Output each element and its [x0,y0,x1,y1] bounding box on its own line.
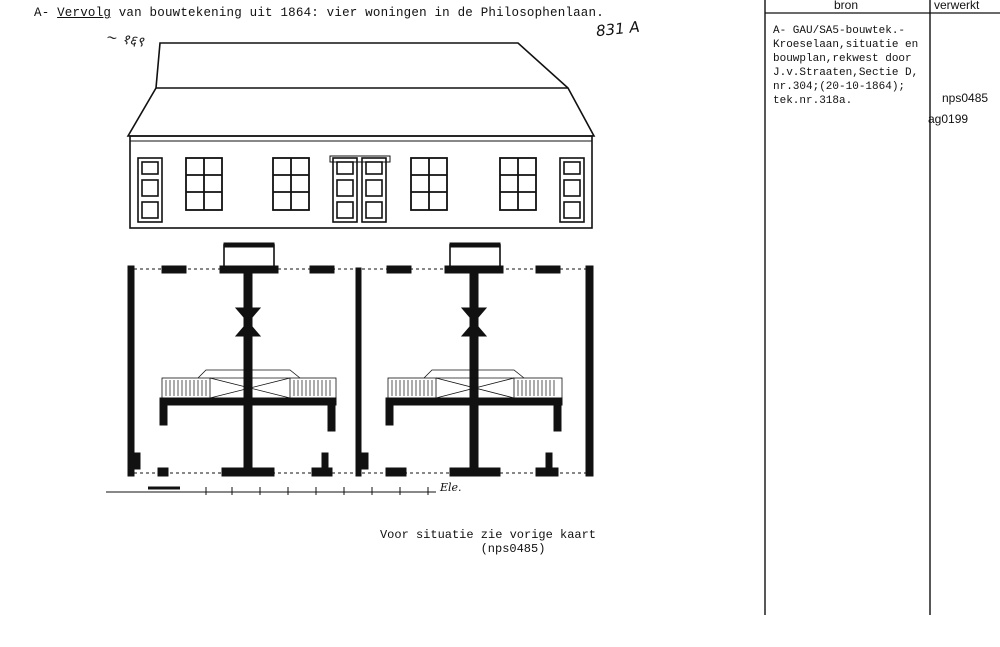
verwerkt-entry-2: ag0199 [928,112,969,126]
handwritten-number: 831 A [595,17,641,41]
note-line-2: (nps0485) [480,542,546,556]
window-3 [411,158,447,210]
column-header-verwerkt: verwerkt [934,0,980,12]
card-heading [34,6,604,20]
door-1 [138,158,162,222]
door-3 [362,158,386,222]
note-line-1: Voor situatie zie vorige kaart [379,528,597,542]
bron-entry: A- GAU/SA5-bouwtek.- Kroeselaan,situatie en bouwplan,rekwest door J.v.Straaten,Sectie D, nr.304;(20-10-1864); tek.nr.318a. [773,25,919,107]
situation-note [378,528,598,556]
facade-windows [186,158,536,210]
column-header-bron: bron [834,0,859,12]
scale-label: Ele. [440,481,462,494]
door-4 [560,158,584,222]
floor-plan [128,243,593,476]
heading-rest: van bouwtekening uit 1864: vier woningen in de Philosophenlaan. [118,6,604,20]
heading-prefix: A- [34,6,50,20]
window-1 [186,158,222,210]
verwerkt-entry-1: nps0485 [942,91,989,105]
heading-underlined-word: Vervolg [57,6,112,20]
window-2 [273,158,309,210]
window-4 [500,158,536,210]
roof-outline [128,43,594,136]
facade-wall [130,136,592,228]
handwritten-scribble: ~ १६९ [105,29,145,51]
door-2 [333,158,357,222]
scale-bar [106,487,436,495]
architectural-drawing [100,40,600,500]
